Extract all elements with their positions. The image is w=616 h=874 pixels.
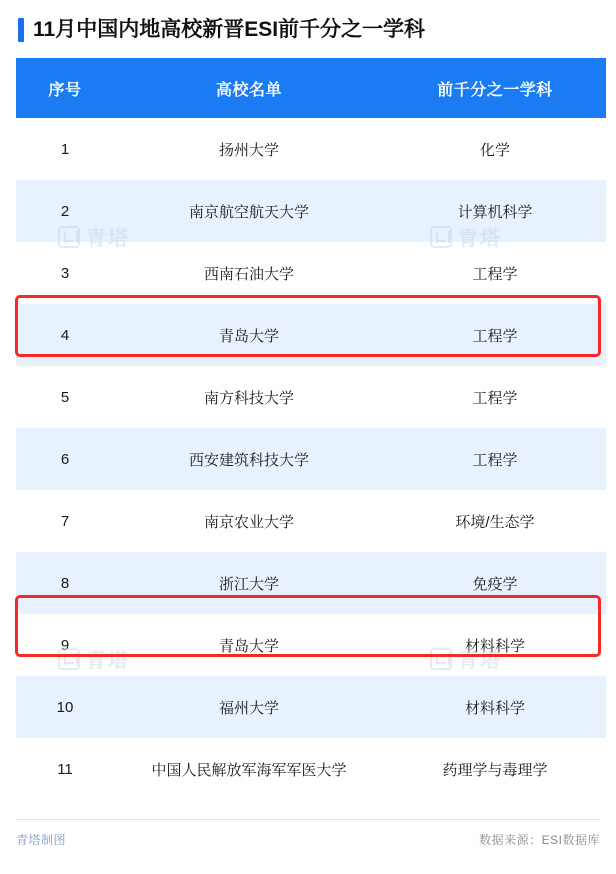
cell-rank: 8 bbox=[16, 552, 114, 614]
table-row bbox=[16, 738, 606, 800]
table-row bbox=[16, 552, 606, 614]
table-row bbox=[16, 118, 606, 180]
cell-subject: 免疫学 bbox=[384, 552, 606, 614]
cell-school: 青岛大学 bbox=[114, 304, 384, 366]
cell-school: 南京农业大学 bbox=[114, 490, 384, 552]
table-container bbox=[16, 58, 600, 800]
cell-school: 西安建筑科技大学 bbox=[114, 428, 384, 490]
cell-rank: 2 bbox=[16, 180, 114, 242]
cell-subject: 环境/生态学 bbox=[384, 490, 606, 552]
title-accent-bar bbox=[18, 18, 24, 42]
cell-subject: 工程学 bbox=[384, 242, 606, 304]
table-header-row bbox=[16, 58, 606, 118]
cell-rank: 4 bbox=[16, 304, 114, 366]
column-header-subject: 前千分之一学科 bbox=[384, 58, 606, 118]
cell-rank: 1 bbox=[16, 118, 114, 180]
cell-rank: 5 bbox=[16, 366, 114, 428]
table-row bbox=[16, 676, 606, 738]
cell-rank: 6 bbox=[16, 428, 114, 490]
cell-school: 南京航空航天大学 bbox=[114, 180, 384, 242]
cell-rank: 9 bbox=[16, 614, 114, 676]
watermark-text: 青塔 bbox=[458, 228, 502, 250]
cell-subject: 工程学 bbox=[384, 304, 606, 366]
table-row bbox=[16, 428, 606, 490]
cell-rank: 7 bbox=[16, 490, 114, 552]
table-row-highlighted bbox=[16, 304, 606, 366]
table-header bbox=[16, 58, 606, 118]
column-header-rank: 序号 bbox=[16, 58, 114, 118]
watermark-text: 青塔 bbox=[458, 650, 502, 672]
cell-school: 西南石油大学 bbox=[114, 242, 384, 304]
cell-school: 扬州大学 bbox=[114, 118, 384, 180]
cell-subject: 材料科学 bbox=[384, 614, 606, 676]
cell-school: 浙江大学 bbox=[114, 552, 384, 614]
footer-source: 数据来源：ESI数据库 bbox=[479, 832, 600, 847]
cell-subject: 化学 bbox=[384, 118, 606, 180]
cell-school: 青岛大学 bbox=[114, 614, 384, 676]
cell-subject: 工程学 bbox=[384, 428, 606, 490]
esi-table bbox=[16, 58, 606, 800]
table-body bbox=[16, 118, 606, 800]
table-row bbox=[16, 180, 606, 242]
table-row-highlighted bbox=[16, 614, 606, 676]
cell-subject: 材料科学 bbox=[384, 676, 606, 738]
table-row bbox=[16, 490, 606, 552]
column-header-school: 高校名单 bbox=[114, 58, 384, 118]
cell-rank: 3 bbox=[16, 242, 114, 304]
page-title-text: 11月中国内地高校新晋ESI前千分之一学科 bbox=[33, 18, 426, 41]
cell-school: 福州大学 bbox=[114, 676, 384, 738]
watermark-text: 青塔 bbox=[86, 650, 130, 672]
cell-school: 南方科技大学 bbox=[114, 366, 384, 428]
table-row bbox=[16, 242, 606, 304]
footer bbox=[16, 819, 600, 858]
cell-subject: 药理学与毒理学 bbox=[384, 738, 606, 800]
page-title bbox=[16, 0, 600, 58]
watermark-text: 青塔 bbox=[86, 228, 130, 250]
table-row bbox=[16, 366, 606, 428]
cell-subject: 工程学 bbox=[384, 366, 606, 428]
cell-rank: 11 bbox=[16, 738, 114, 800]
cell-school: 中国人民解放军海军军医大学 bbox=[114, 738, 384, 800]
cell-rank: 10 bbox=[16, 676, 114, 738]
footer-credit: 青塔制图 bbox=[16, 832, 67, 847]
cell-subject: 计算机科学 bbox=[384, 180, 606, 242]
